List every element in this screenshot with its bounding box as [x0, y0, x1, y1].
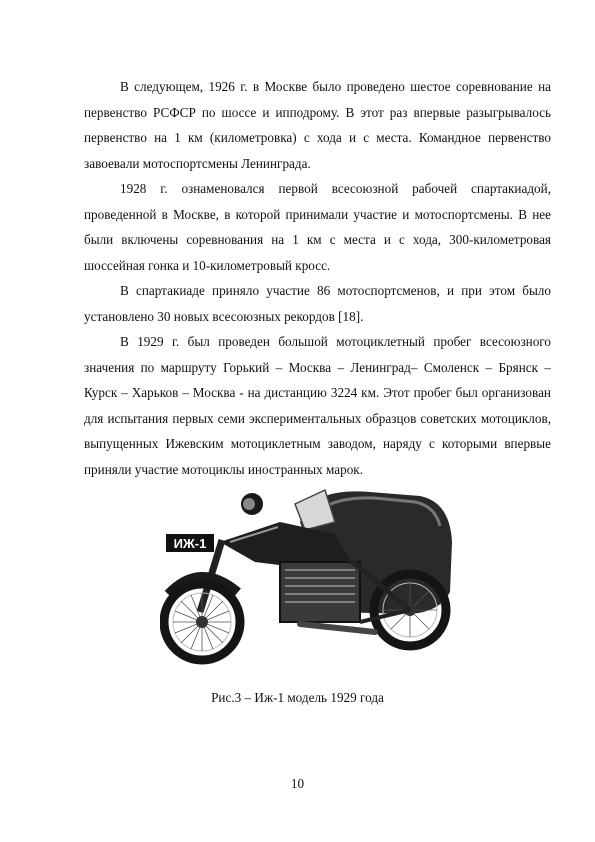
paragraph-1928-spartakiad: 1928 г. ознаменовался первой всесоюзной рабочей спартакиадой, проведенной в Москве, в которой принимали участие и мотоспортсмены. В нее были включены соревнования на 1 км с места и с хода, 300-километровая шоссейная гонка и 10-километровый кросс.: [84, 181, 551, 273]
page-number: 10: [290, 776, 305, 791]
izh-1-motorcycle-illustration: [160, 482, 460, 672]
figure-caption: Рис.3 – Иж-1 модель 1929 года: [211, 690, 384, 705]
motorcycle-photo: [160, 482, 460, 672]
paragraph-1929-rally: В 1929 г. был проведен большой мотоциклетный пробег всесоюзного значения по маршруту Горький – Москва – Ленинград– Смоленск – Брянск – Курск – Харьков – Москва - на дистанцию 3224 км. Этот пробег был организован для испытания первых семи экспериментальных образцов советских мотоциклов, выпущенных Ижевским мотоциклетным заводом, наряду с которыми впервые приняли участие мотоциклы иностранных марок.: [84, 334, 551, 477]
paragraph-spartakiad-records: В спартакиаде приняло участие 86 мотоспортсменов, и при этом было установлено 30 новых всесоюзных рекордов [18].: [84, 283, 551, 324]
license-plate-text: ИЖ-1: [173, 536, 207, 551]
paragraph-1926-championship: В следующем, 1926 г. в Москве было проведено шестое соревнование на первенство РСФСР по шоссе и ипподрому. В этот раз впервые разыгрывалось первенство на 1 км (километровка) с хода и с места. Командное первенство завоевали мотоспортсмены Ленинграда.: [84, 79, 551, 171]
